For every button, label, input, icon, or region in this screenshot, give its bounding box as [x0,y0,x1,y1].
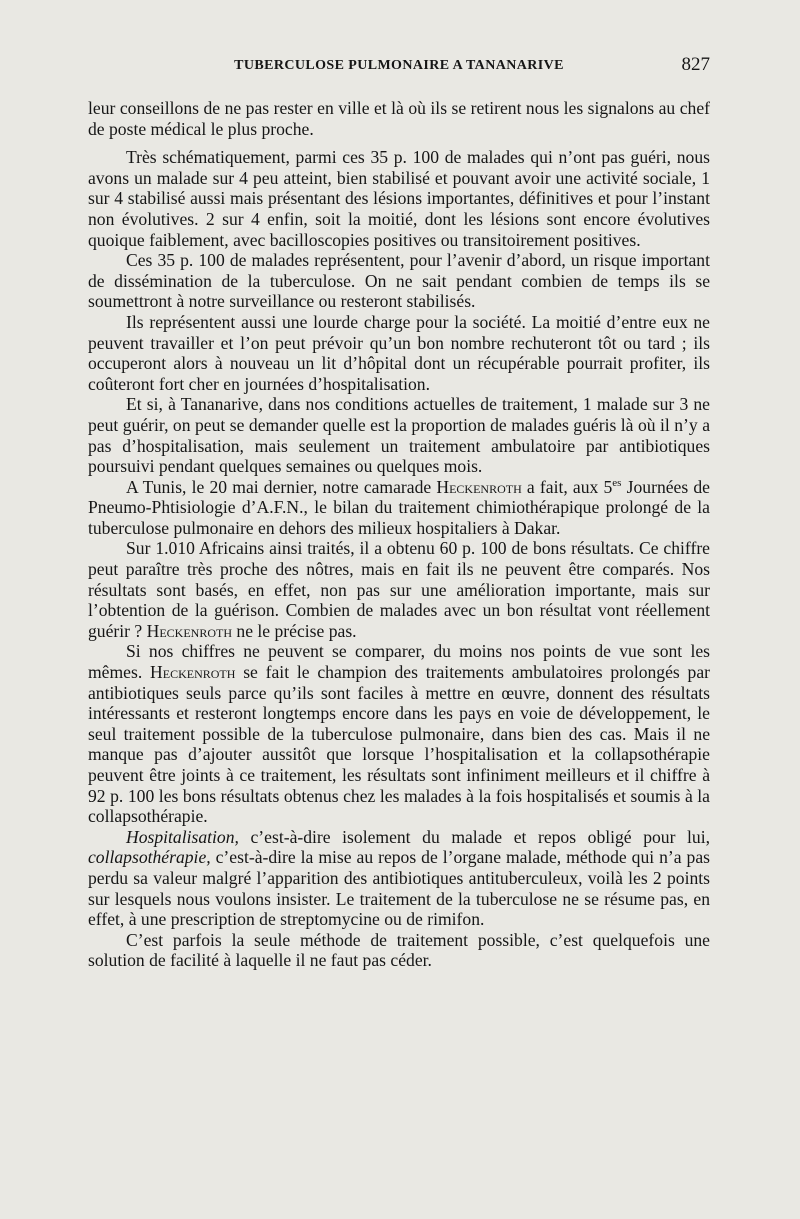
paragraph-1: leur conseillons de ne pas rester en ville et là où ils se retirent nous les signalons au chef de poste médical le plus proche. [88,98,710,139]
body-text [88,98,710,971]
author-name: Heckenroth [146,620,232,641]
paragraph-4: Ils représentent aussi une lourde charge pour la société. La moitié d’entre eux ne peuvent travailler et l’on peut prévoir qu’un bon nombre rechuteront tôt ou tard ; ils occuperont alors à nouveau un lit d’hôpital dont un récupérable pourrait profiter, ils coûteront fort cher en journées d’hospitalisation. [88,311,710,394]
paragraph-8-text-b: se fait le champion des traitements ambulatoires prolongés par antibiotiques seuls parce qu’ils sont faciles à mettre en œuvre, donnent des résultats intéressants et resteront longtemps encore dans les pays en voie de développement, le seul traitement possible de la tuberculose pulmonaire, dans bien des cas. Mais il ne manque pas d’ajouter aussitôt que lorsque l’hospitalisation et la collapsothérapie peuvent être joints à ce traitement, les résultats sont infiniment meilleurs et il chiffre à 92 p. 100 les bons résultats obtenus chez les malades à la fois hospitalisés et soumis à la collapsothérapie. [88,662,710,827]
running-title: TUBERCULOSE PULMONAIRE A TANANARIVE [234,58,564,73]
italic-term-hospitalisation: Hospitalisation, [126,826,239,847]
paragraph-8-text-a: Si nos chiffres ne peuvent se comparer, du moins nos points de vue sont les mêmes. [88,641,710,683]
paragraph-5-text: Et si, à Tananarive, dans nos conditions actuelles de traitement, 1 malade sur 3 ne peut guérir, on peut se demander quelle est la proportion de malades guéris là où il n’y a pas d’hospitalisation, mais seulement un traitement ambulatoire par antibiotiques poursuivi pendant quelques semaines ou quelques mois. [88,394,710,477]
paragraph-7 [88,538,710,641]
ordinal-superscript: es [612,476,622,489]
paragraph-9 [88,827,710,930]
paragraph-6 [88,477,710,539]
paragraph-6-text-a: A Tunis, le 20 mai dernier, notre camarade [126,476,437,497]
author-name: Heckenroth [436,476,522,497]
paragraph-6-text-b: a fait, aux 5 [521,476,613,497]
author-name: Heckenroth [150,662,236,683]
running-head [88,54,710,84]
paragraph-2: Très schématiquement, parmi ces 35 p. 100 de malades qui n’ont pas guéri, nous avons un malade sur 4 peu atteint, bien stabilisé et pouvant avoir une activité sociale, 1 sur 4 stabilisé aussi mais présentant des lésions importantes, définitives et pour l’instant non évolutives. 2 sur 4 enfin, soit la moitié, dont les lésions sont encore évolutives quoique faiblement, avec bacilloscopies positives ou transitoirement positives. [88,147,710,250]
page-number: 827 [681,54,710,75]
italic-term-collapsotherapie: collapsothérapie, [88,847,211,868]
paragraph-7-text-a: Sur 1.010 Africains ainsi traités, il a obtenu 60 p. 100 de bons résultats. Ce chiffre peut paraître très proche des nôtres, mais en fait ils ne peuvent être comparés. Nos résultats sont basés, en effet, non pas sur une amélioration importante, mais sur l’obtention de la guérison. Combien de malades avec un bon résultat vont réellement guérir ? [88,538,710,641]
paragraph-9-text-b: c’est-à-dire la mise au repos de l’organe malade, méthode qui n’a pas perdu sa valeur malgré l’apparition des antibiotiques antituberculeux, voilà les 2 points sur lesquels nous voulons insister. Le traitement de la tuberculose ne se résume pas, en effet, à une prescription de streptomycine ou de rimifon. [88,847,710,930]
paragraph-9-text-a: c’est-à-dire isolement du malade et repos obligé pour lui, [238,826,710,847]
paragraph-3: Ces 35 p. 100 de malades représentent, pour l’avenir d’abord, un risque important de dissémination de la tuberculose. On ne sait pendant combien de temps ils se soumettront à notre surveillance ou resteront stabilisés. [88,250,710,312]
paragraph-6-text-c: Journées de Pneumo-Phtisiologie d’A.F.N., le bilan du traitement chimiothérapique prolongé de la tuberculose pulmonaire en dehors des milieux hospitaliers à Dakar. [88,476,710,538]
paragraph-7-text-b: ne le précise pas. [232,620,357,641]
paragraph-5 [88,394,710,476]
paragraph-10: C’est parfois la seule méthode de traitement possible, c’est quelquefois une solution de facilité à laquelle il ne faut pas céder. [88,929,710,971]
paragraph-8 [88,641,710,826]
